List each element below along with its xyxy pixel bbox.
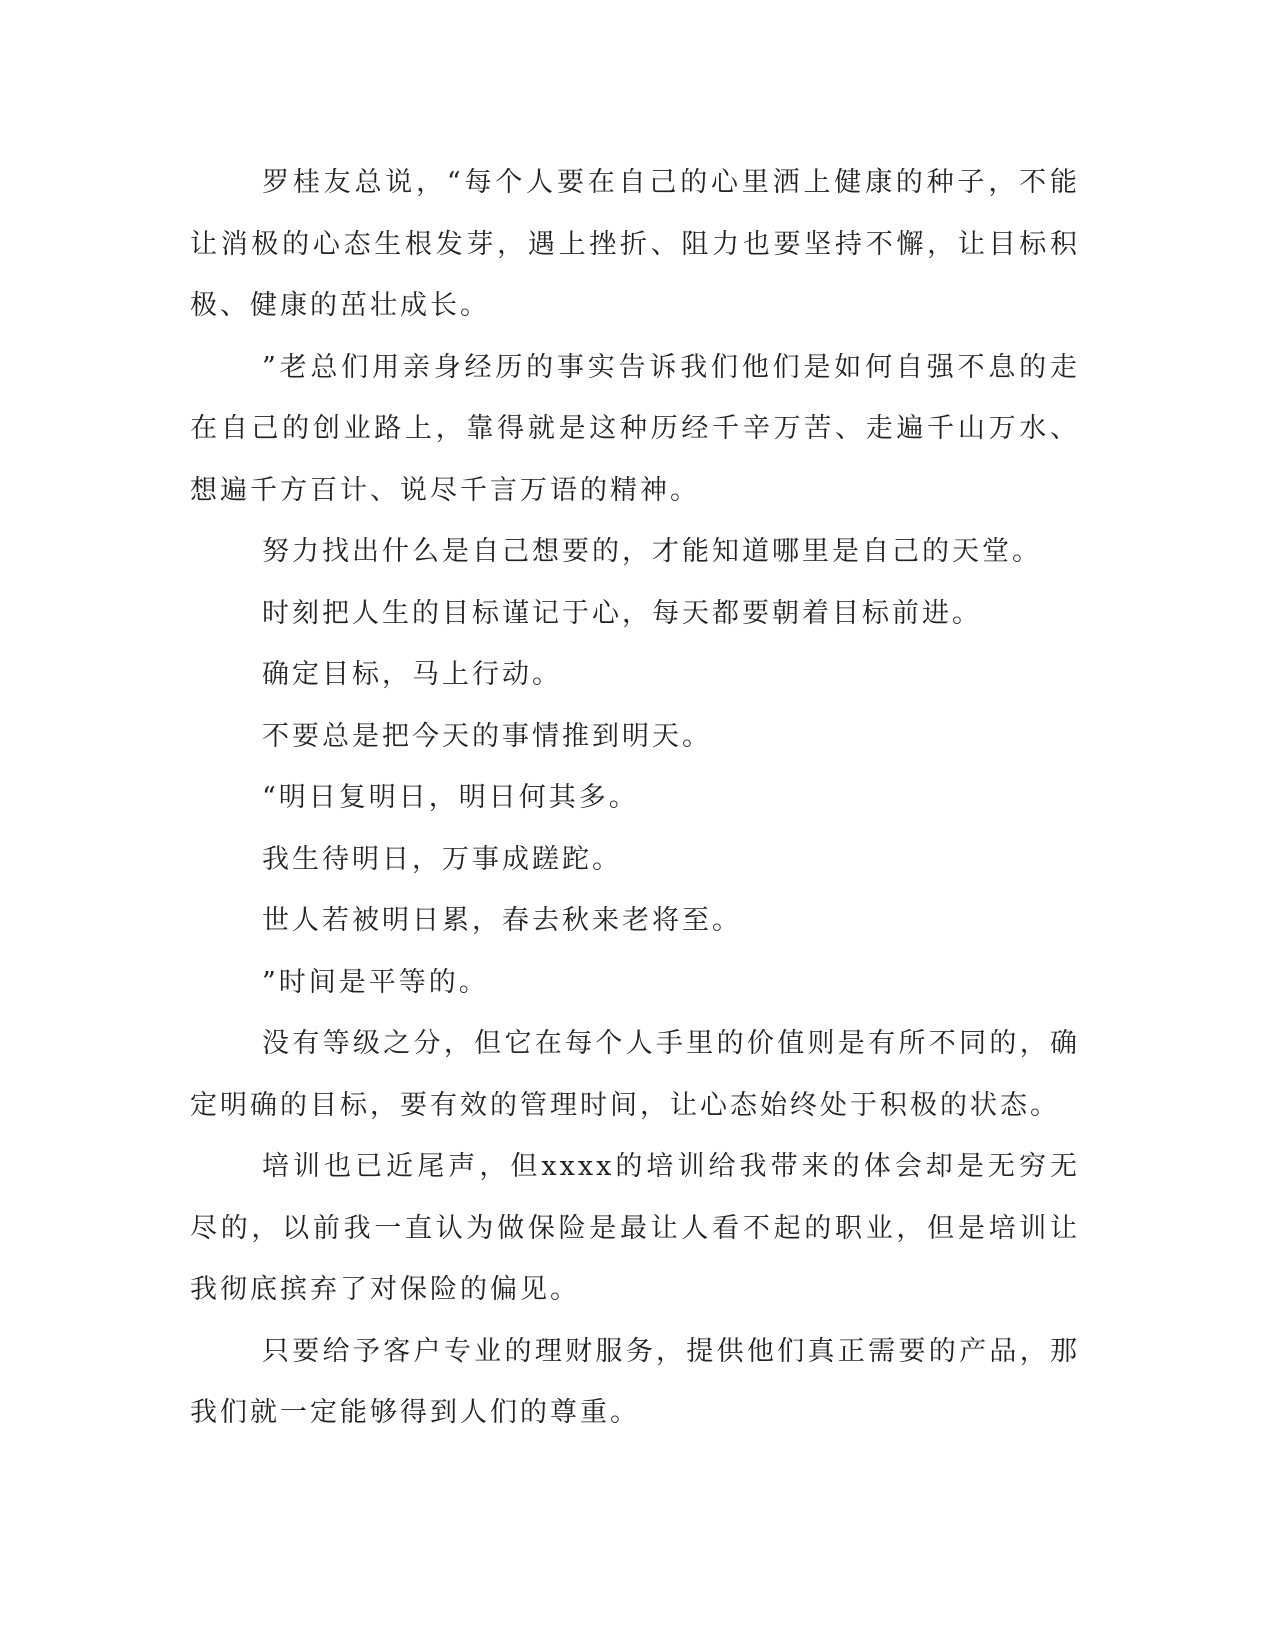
paragraph: 不要总是把今天的事情推到明天。 — [262, 720, 712, 752]
paragraph: 罗桂友总说，“每个人要在自己的心里洒上健康的种子，不能让消极的心态生根发芽，遇上挫折、阻力也要坚持不懈，让目标积极、健康的茁壮成长。 — [190, 167, 1080, 321]
paragraph: 世人若被明日累，春去秋来老将至。 — [262, 905, 742, 936]
paragraph: ”老总们用亲身经历的事实告诉我们他们是如何自强不息的走在自己的创业路上，靠得就是这种历经千辛万苦、走遍千山万水、想遍千方百计、说尽千言万语的精神。 — [190, 351, 1080, 506]
paragraph: ”时间是平等的。 — [262, 966, 489, 998]
paragraph: 只要给予客户专业的理财服务，提供他们真正需要的产品，那我们就一定能够得到人们的尊重。 — [190, 1335, 1080, 1428]
paragraph: 努力找出什么是自己想要的，才能知道哪里是自己的天堂。 — [262, 536, 1042, 567]
paragraph: 培训也已近尾声，但xxxx的培训给我带来的体会却是无穷无尽的，以前我一直认为做保险是最让人看不起的职业，但是培训让我彻底摈弃了对保险的偏见。 — [190, 1151, 1080, 1305]
document-body — [190, 152, 1080, 1444]
paragraph: 时刻把人生的目标谨记于心，每天都要朝着目标前进。 — [262, 597, 982, 629]
paragraph: 确定目标，马上行动。 — [262, 659, 562, 690]
paragraph: 我生待明日，万事成蹉跎。 — [262, 843, 622, 875]
paragraph: 没有等级之分，但它在每个人手里的价值则是有所不同的，确定明确的目标，要有效的管理时间，让心态始终处于积极的状态。 — [190, 1028, 1080, 1121]
paragraph: “明日复明日，明日何其多。 — [262, 782, 639, 813]
